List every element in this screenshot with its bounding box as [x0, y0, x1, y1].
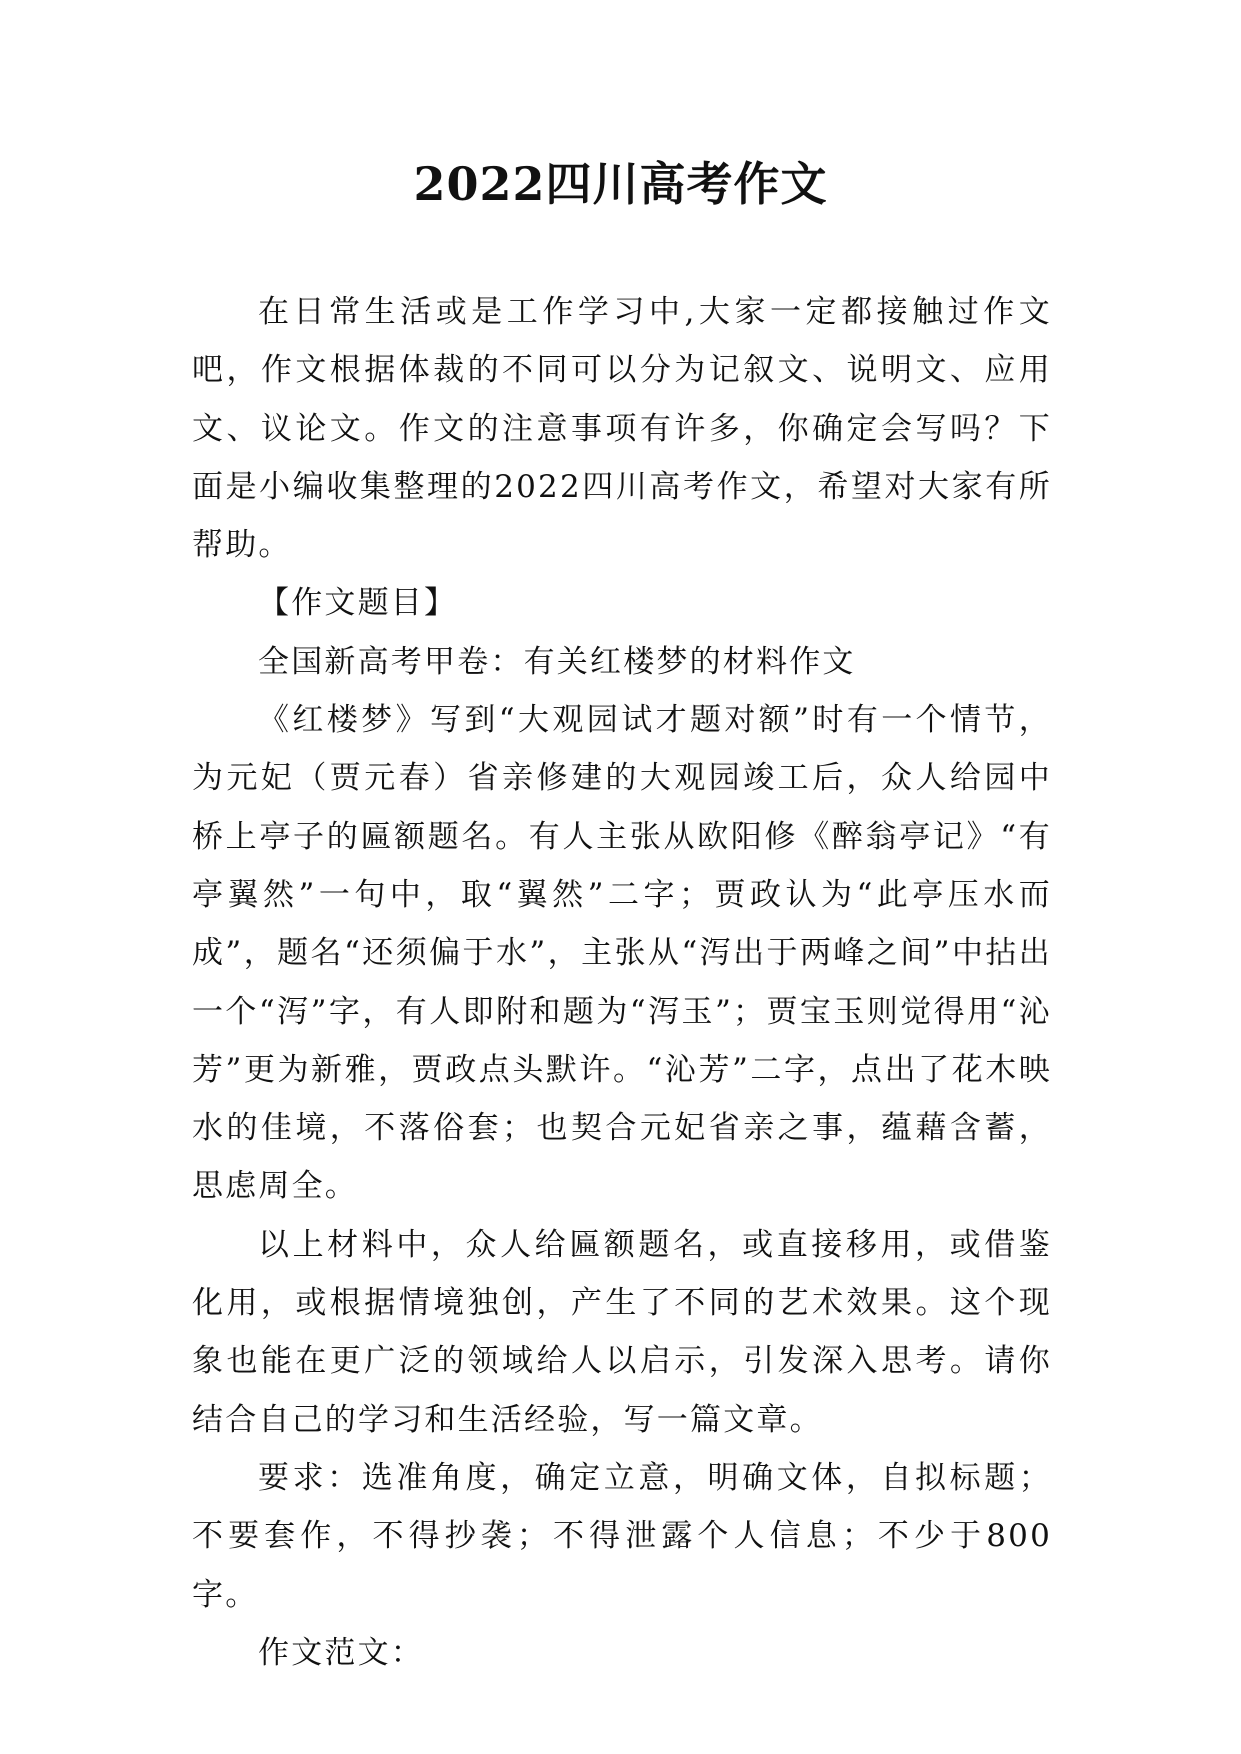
requirements-paragraph: 要求：选准角度，确定立意，明确文体，自拟标题；不要套作，不得抄袭；不得泄露个人信息；不少于800字。	[192, 1459, 1052, 1613]
document-title: 2022四川高考作文	[413, 157, 828, 211]
sample-essay-label: 作文范文：	[258, 1634, 424, 1671]
document-body	[192, 283, 1052, 1682]
prompt-source: 全国新高考甲卷：有关红楼梦的材料作文	[258, 643, 856, 680]
material-paragraph: 《红楼梦》写到“大观园试才题对额”时有一个情节，为元妃（贾元春）省亲修建的大观园竣工后，众人给园中桥上亭子的匾额题名。有人主张从欧阳修《醉翁亭记》“有亭翼然”一句中，取“翼然”二字；贾政认为“此亭压水而成”，题名“还须偏于水”，主张从“泻出于两峰之间”中拈出一个“泻”字，有人即附和题为“泻玉”；贾宝玉则觉得用“沁芳”更为新雅，贾政点头默许。“沁芳”二字，点出了花木映水的佳境，不落俗套；也契合元妃省亲之事，蕴藉含蓄，思虑周全。	[192, 702, 1052, 1205]
intro-paragraph: 在日常生活或是工作学习中,大家一定都接触过作文吧，作文根据体裁的不同可以分为记叙文、说明文、应用文、议论文。作文的注意事项有许多，你确定会写吗？下面是小编收集整理的2022四川高考作文，希望对大家有所帮助。	[192, 294, 1052, 564]
section-heading: 【作文题目】	[258, 585, 458, 622]
task-paragraph: 以上材料中，众人给匾额题名，或直接移用，或借鉴化用，或根据情境独创，产生了不同的艺术效果。这个现象也能在更广泛的领域给人以启示，引发深入思考。请你结合自己的学习和生活经验，写一篇文章。	[192, 1226, 1052, 1438]
